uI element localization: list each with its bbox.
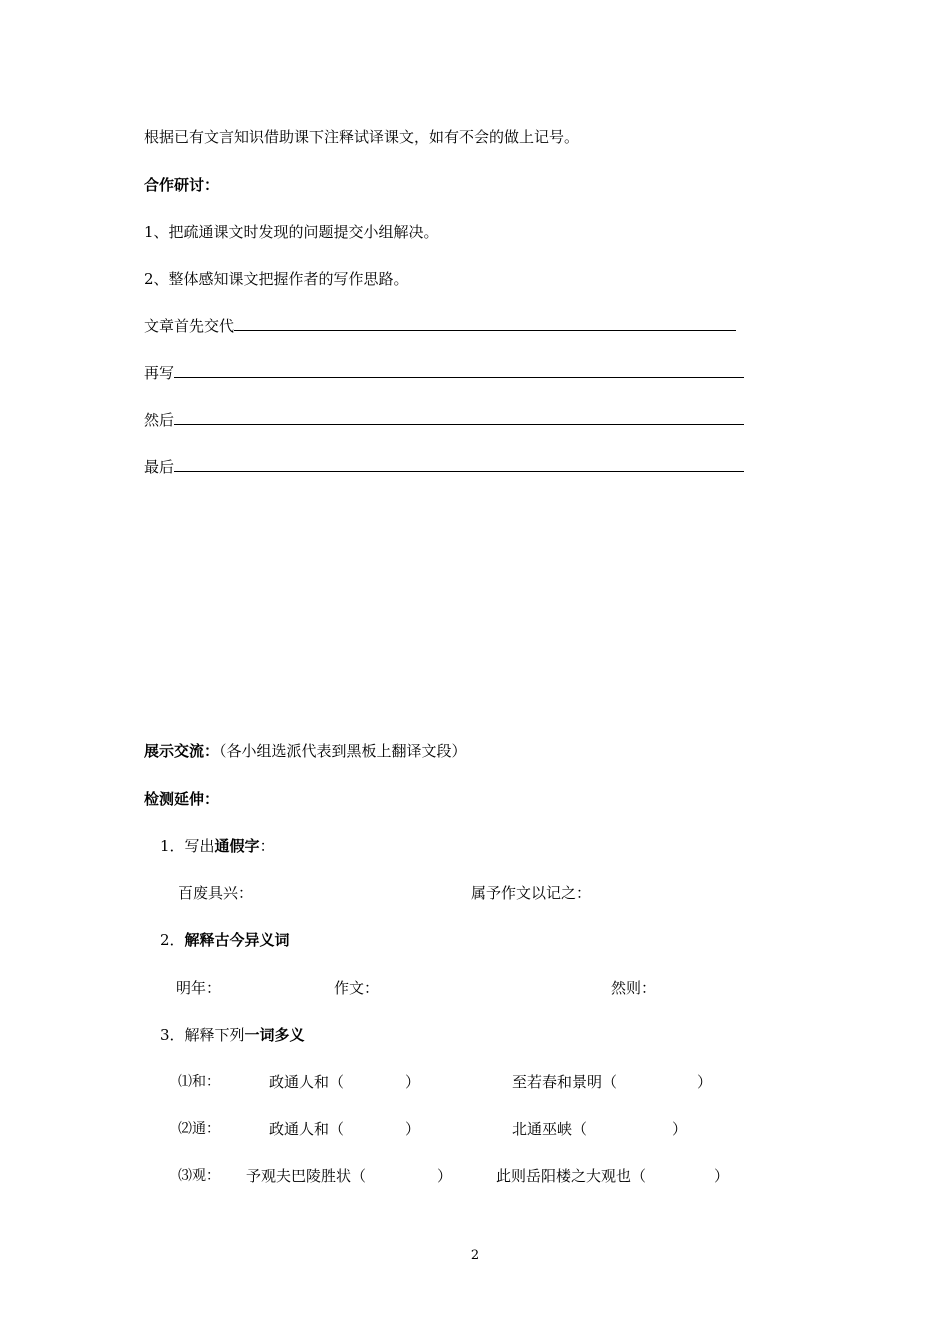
q3-row-3-b-close: ） [714, 1167, 730, 1185]
q2-keyword: 解释古今异义词 [184, 931, 290, 949]
q2-item-b: 作文： [334, 979, 380, 997]
q1-title [160, 836, 275, 856]
blank-label: 最后 [144, 458, 175, 476]
intro-text: 根据已有文言知识借助课下注释试译课文，如有不会的做上记号。 [144, 128, 580, 146]
q1-item-a: 百废具兴： [178, 884, 254, 902]
q1-item-b: 属予作文以记之： [471, 884, 592, 902]
cooperate-question-2: 2、整体感知课文把握作者的写作思路。 [144, 270, 409, 288]
answer-line[interactable] [174, 363, 744, 378]
q3-row-1-b-close: ） [697, 1073, 713, 1091]
blank-row-2 [144, 363, 744, 383]
answer-line[interactable] [234, 316, 736, 331]
q3-row-1-a: 政通人和（ [269, 1073, 345, 1091]
display-heading: 展示交流： [144, 742, 220, 760]
display-section [144, 741, 467, 761]
blank-row-4 [144, 457, 744, 477]
answer-line[interactable] [174, 410, 744, 425]
q3-row-2-b: 北通巫峡（ [512, 1120, 588, 1138]
q2-number: 2． [160, 931, 185, 949]
q3-row-2-a-close: ） [405, 1120, 421, 1138]
q2-item-a: 明年： [176, 979, 222, 997]
cooperate-heading: 合作研讨： [144, 176, 220, 194]
q3-row-3-b: 此则岳阳楼之大观也（ [496, 1167, 647, 1185]
blank-row-1 [144, 316, 736, 336]
blank-label: 然后 [144, 411, 175, 429]
q3-row-3-a: 予观夫巴陵胜状（ [246, 1167, 367, 1185]
cooperate-question-1: 1、把疏通课文时发现的问题提交小组解决。 [144, 223, 439, 241]
q2-item-c: 然则： [611, 979, 657, 997]
q3-row-1-a-close: ） [405, 1073, 421, 1091]
q3-title [160, 1025, 305, 1045]
q3-row-1-label: ⑴和： [178, 1074, 220, 1090]
q1-colon: ： [259, 837, 275, 855]
check-heading: 检测延伸： [144, 790, 220, 808]
q3-row-1-b: 至若春和景明（ [512, 1073, 618, 1091]
page-number: 2 [470, 1248, 480, 1263]
q3-row-2-b-close: ） [672, 1120, 688, 1138]
display-note: （各小组选派代表到黑板上翻译文段） [219, 742, 467, 760]
blank-label: 再写 [144, 364, 175, 382]
answer-line[interactable] [174, 457, 744, 472]
blank-label: 文章首先交代 [144, 317, 235, 335]
q2-title [160, 930, 290, 950]
q3-number: 3．解释下列 [160, 1026, 245, 1044]
q3-row-3-label: ⑶观： [178, 1168, 220, 1184]
q3-row-2-label: ⑵通： [178, 1121, 220, 1137]
q1-keyword: 通假字 [214, 837, 260, 855]
q3-keyword: 一词多义 [244, 1026, 305, 1044]
q3-row-2-a: 政通人和（ [269, 1120, 345, 1138]
q1-number: 1．写出 [160, 837, 215, 855]
blank-row-3 [144, 410, 744, 430]
q3-row-3-a-close: ） [437, 1167, 453, 1185]
